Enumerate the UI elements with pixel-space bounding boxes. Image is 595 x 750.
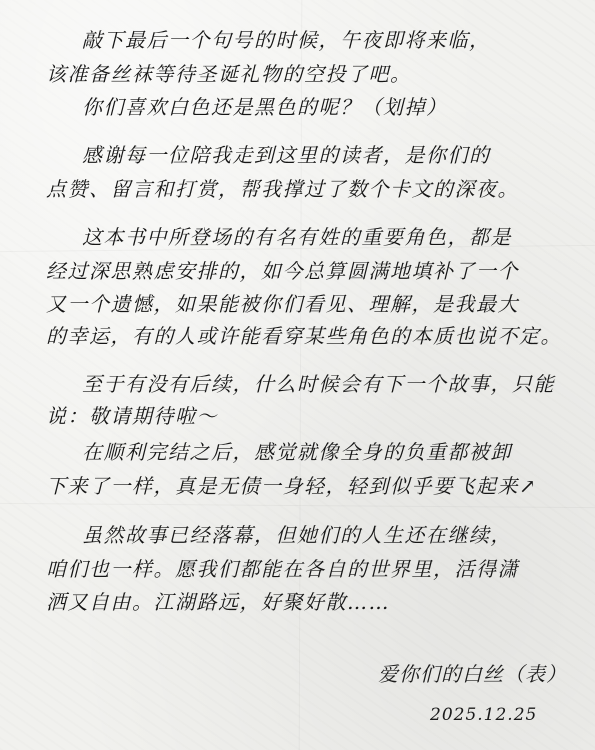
letter-line: 虽然故事已经落幕，但她们的人生还在继续，: [82, 523, 512, 547]
letter-line: 至于有没有后续，什么时候会有下一个故事，只能: [82, 372, 555, 396]
letter-line: 咱们也一样。愿我们都能在各自的世界里，活得潇: [46, 557, 519, 581]
letter-line: 敲下最后一个句号的时候，午夜即将来临，: [82, 28, 491, 52]
letter-date: 2025.12.25: [430, 705, 538, 725]
letter-line: 感谢每一位陪我走到这里的读者，是你们的: [82, 143, 491, 167]
letter-line: 下来了一样，真是无债一身轻，轻到似乎要飞起来↗: [46, 474, 538, 498]
letter-line: 在顺利完结之后，感觉就像全身的负重都被卸: [82, 440, 512, 464]
letter-line: 这本书中所登场的有名有姓的重要角色，都是: [82, 225, 512, 249]
letter-line: 又一个遗憾，如果能被你们看见、理解，是我最大: [46, 292, 519, 316]
letter-line: 洒又自由。江湖路远，好聚好散……: [46, 590, 390, 614]
letter-line: 你们喜欢白色还是黑色的呢？（划掉）: [82, 95, 448, 119]
letter-line: 点赞、留言和打赏，帮我撑过了数个卡文的深夜。: [46, 177, 519, 201]
letter-line: 说：敬请期待啦～: [46, 404, 218, 428]
letter-line: 经过深思熟虑安排的，如今总算圆满地填补了一个: [46, 259, 519, 283]
letter-signature: 爱你们的白丝（表）: [378, 662, 567, 686]
paper-fold-line: [0, 503, 595, 508]
letter-line: 的幸运，有的人或许能看穿某些角色的本质也说不定。: [46, 324, 562, 348]
letter-line: 该准备丝袜等待圣诞礼物的空投了吧。: [46, 62, 412, 86]
